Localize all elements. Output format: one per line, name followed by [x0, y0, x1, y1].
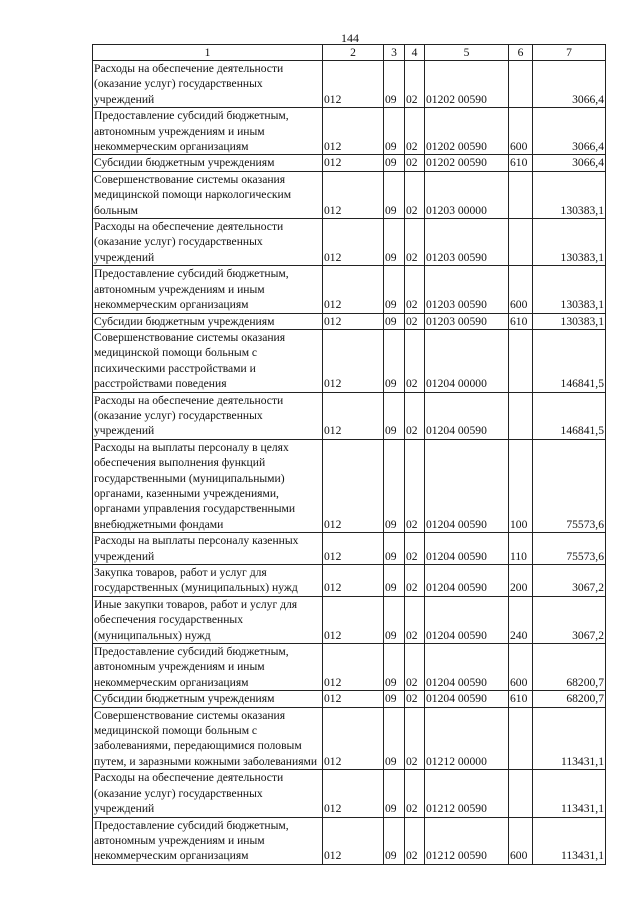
row-target-article: 01203 00590 [425, 266, 509, 313]
table-row [93, 644, 606, 691]
row-expense-type: 600 [509, 108, 533, 155]
table-body [93, 61, 606, 865]
column-header: 6 [509, 45, 533, 61]
row-target-article: 01203 00000 [425, 171, 509, 218]
row-name: Расходы на обеспечение деятельности (оказание услуг) государственных учреждений [93, 61, 323, 108]
budget-table [92, 44, 606, 865]
row-section: 09 [384, 565, 405, 597]
row-code-ministry: 012 [323, 565, 384, 597]
row-expense-type [509, 707, 533, 770]
row-subsection: 02 [405, 770, 425, 817]
row-name: Расходы на выплаты персоналу в целях обеспечения выполнения функций государственными (муниципальными) органами, казенными учреждениями, органами управления государственными внебюджетными фондами [93, 439, 323, 532]
row-target-article: 01202 00590 [425, 155, 509, 171]
row-target-article: 01204 00590 [425, 533, 509, 565]
row-name: Предоставление субсидий бюджетным, автономным учреждениям и иным некоммерческим организациям [93, 266, 323, 313]
row-name: Предоставление субсидий бюджетным, автономным учреждениям и иным некоммерческим организациям [93, 817, 323, 864]
row-expense-type [509, 171, 533, 218]
table-row [93, 691, 606, 707]
row-target-article: 01204 00590 [425, 392, 509, 439]
row-section: 09 [384, 61, 405, 108]
row-name: Закупка товаров, работ и услуг для государственных (муниципальных) нужд [93, 565, 323, 597]
row-expense-type: 610 [509, 691, 533, 707]
row-target-article: 01202 00590 [425, 61, 509, 108]
row-name: Предоставление субсидий бюджетным, автономным учреждениям и иным некоммерческим организациям [93, 108, 323, 155]
row-expense-type: 610 [509, 313, 533, 329]
row-subsection: 02 [405, 707, 425, 770]
row-expense-type: 240 [509, 596, 533, 643]
row-name: Совершенствование системы оказания медицинской помощи наркологическим больным [93, 171, 323, 218]
row-subsection: 02 [405, 533, 425, 565]
row-section: 09 [384, 108, 405, 155]
row-subsection: 02 [405, 392, 425, 439]
row-name: Субсидии бюджетным учреждениям [93, 155, 323, 171]
table-row [93, 439, 606, 532]
table-row [93, 817, 606, 864]
row-expense-type: 600 [509, 266, 533, 313]
row-amount: 113431,1 [533, 770, 606, 817]
row-code-ministry: 012 [323, 644, 384, 691]
row-target-article: 01203 00590 [425, 219, 509, 266]
table-row [93, 707, 606, 770]
row-code-ministry: 012 [323, 533, 384, 565]
row-subsection: 02 [405, 61, 425, 108]
row-code-ministry: 012 [323, 596, 384, 643]
table-row [93, 219, 606, 266]
row-target-article: 01212 00590 [425, 817, 509, 864]
row-amount: 130383,1 [533, 171, 606, 218]
row-expense-type: 610 [509, 155, 533, 171]
row-subsection: 02 [405, 155, 425, 171]
row-amount: 130383,1 [533, 313, 606, 329]
row-subsection: 02 [405, 108, 425, 155]
row-name: Субсидии бюджетным учреждениям [93, 691, 323, 707]
column-header: 4 [405, 45, 425, 61]
row-target-article: 01204 00590 [425, 644, 509, 691]
row-subsection: 02 [405, 691, 425, 707]
row-section: 09 [384, 313, 405, 329]
row-section: 09 [384, 770, 405, 817]
row-amount: 146841,5 [533, 392, 606, 439]
row-code-ministry: 012 [323, 108, 384, 155]
table-row [93, 770, 606, 817]
row-amount: 146841,5 [533, 329, 606, 392]
table-row [93, 108, 606, 155]
row-subsection: 02 [405, 171, 425, 218]
row-code-ministry: 012 [323, 329, 384, 392]
row-amount: 3067,2 [533, 596, 606, 643]
table-row [93, 171, 606, 218]
row-amount: 68200,7 [533, 691, 606, 707]
row-expense-type: 100 [509, 439, 533, 532]
row-name: Предоставление субсидий бюджетным, автономным учреждениям и иным некоммерческим организациям [93, 644, 323, 691]
row-name: Субсидии бюджетным учреждениям [93, 313, 323, 329]
row-code-ministry: 012 [323, 439, 384, 532]
row-section: 09 [384, 155, 405, 171]
row-expense-type: 110 [509, 533, 533, 565]
row-name: Расходы на выплаты персоналу казенных учреждений [93, 533, 323, 565]
row-subsection: 02 [405, 596, 425, 643]
row-code-ministry: 012 [323, 219, 384, 266]
row-amount: 113431,1 [533, 707, 606, 770]
row-section: 09 [384, 817, 405, 864]
table-row [93, 596, 606, 643]
row-subsection: 02 [405, 266, 425, 313]
row-subsection: 02 [405, 817, 425, 864]
row-expense-type [509, 392, 533, 439]
column-header: 7 [533, 45, 606, 61]
row-subsection: 02 [405, 329, 425, 392]
row-expense-type: 600 [509, 817, 533, 864]
row-amount: 3067,2 [533, 565, 606, 597]
row-code-ministry: 012 [323, 61, 384, 108]
row-target-article: 01204 00000 [425, 329, 509, 392]
row-name: Расходы на обеспечение деятельности (оказание услуг) государственных учреждений [93, 770, 323, 817]
row-expense-type [509, 329, 533, 392]
row-expense-type [509, 219, 533, 266]
row-section: 09 [384, 707, 405, 770]
table-row [93, 155, 606, 171]
row-name: Расходы на обеспечение деятельности (оказание услуг) государственных учреждений [93, 219, 323, 266]
row-section: 09 [384, 219, 405, 266]
row-code-ministry: 012 [323, 392, 384, 439]
row-section: 09 [384, 691, 405, 707]
row-amount: 3066,4 [533, 108, 606, 155]
row-subsection: 02 [405, 565, 425, 597]
row-amount: 113431,1 [533, 817, 606, 864]
row-name: Иные закупки товаров, работ и услуг для обеспечения государственных (муниципальных) нужд [93, 596, 323, 643]
row-subsection: 02 [405, 439, 425, 532]
row-amount: 130383,1 [533, 266, 606, 313]
column-header: 2 [323, 45, 384, 61]
row-section: 09 [384, 533, 405, 565]
row-section: 09 [384, 439, 405, 532]
row-target-article: 01204 00590 [425, 439, 509, 532]
row-code-ministry: 012 [323, 691, 384, 707]
row-code-ministry: 012 [323, 707, 384, 770]
row-code-ministry: 012 [323, 266, 384, 313]
row-code-ministry: 012 [323, 313, 384, 329]
row-target-article: 01203 00590 [425, 313, 509, 329]
row-section: 09 [384, 171, 405, 218]
row-amount: 3066,4 [533, 155, 606, 171]
header-row [93, 45, 606, 61]
row-subsection: 02 [405, 313, 425, 329]
row-target-article: 01212 00000 [425, 707, 509, 770]
table-row [93, 533, 606, 565]
row-code-ministry: 012 [323, 171, 384, 218]
row-name: Расходы на обеспечение деятельности (оказание услуг) государственных учреждений [93, 392, 323, 439]
row-name: Совершенствование системы оказания медицинской помощи больным с заболеваниями, передающимися половым путем, и заразными кожными заболеваниями [93, 707, 323, 770]
row-target-article: 01204 00590 [425, 691, 509, 707]
row-amount: 68200,7 [533, 644, 606, 691]
row-section: 09 [384, 596, 405, 643]
column-header: 5 [425, 45, 509, 61]
row-expense-type [509, 770, 533, 817]
row-section: 09 [384, 329, 405, 392]
row-target-article: 01204 00590 [425, 596, 509, 643]
row-section: 09 [384, 644, 405, 691]
row-target-article: 01202 00590 [425, 108, 509, 155]
column-header: 1 [93, 45, 323, 61]
row-section: 09 [384, 392, 405, 439]
column-header: 3 [384, 45, 405, 61]
table-row [93, 266, 606, 313]
row-expense-type: 200 [509, 565, 533, 597]
row-expense-type: 600 [509, 644, 533, 691]
row-subsection: 02 [405, 644, 425, 691]
row-name: Совершенствование системы оказания медицинской помощи больным с психическими расстройствами и расстройствами поведения [93, 329, 323, 392]
table-row [93, 392, 606, 439]
row-target-article: 01204 00590 [425, 565, 509, 597]
row-code-ministry: 012 [323, 155, 384, 171]
row-amount: 75573,6 [533, 439, 606, 532]
row-subsection: 02 [405, 219, 425, 266]
page-number: 144 [341, 31, 359, 45]
row-target-article: 01212 00590 [425, 770, 509, 817]
row-amount: 130383,1 [533, 219, 606, 266]
row-amount: 75573,6 [533, 533, 606, 565]
table-row [93, 61, 606, 108]
table-row [93, 565, 606, 597]
row-section: 09 [384, 266, 405, 313]
table-row [93, 329, 606, 392]
row-code-ministry: 012 [323, 770, 384, 817]
table-row [93, 313, 606, 329]
row-code-ministry: 012 [323, 817, 384, 864]
row-expense-type [509, 61, 533, 108]
row-amount: 3066,4 [533, 61, 606, 108]
